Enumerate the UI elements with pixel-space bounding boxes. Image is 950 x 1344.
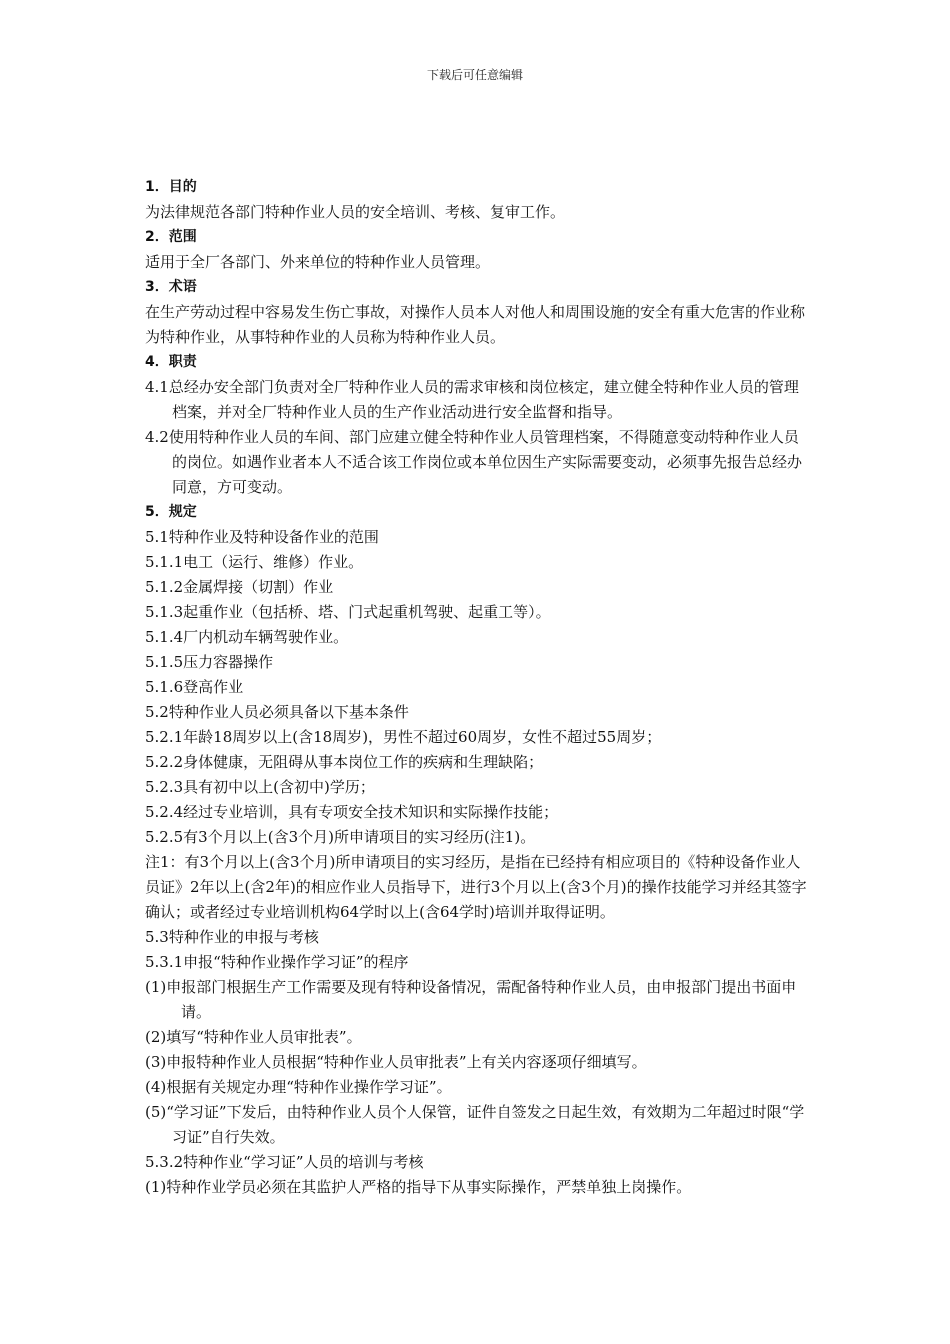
rule-5-1-3: 5.1.3起重作业（包括桥、塔、门式起重机驾驶、起重工等）。: [145, 603, 551, 621]
rule-5-1-2: 5.1.2金属焊接（切割）作业: [145, 578, 334, 596]
procedure-step-1: (1)申报部门根据生产工作需要及现有特种设备情况，需配备特种作业人员，由申报部门提出书面申请。: [145, 978, 797, 1021]
procedure-step-4: (4)根据有关规定办理“特种作业操作学习证”。: [145, 1078, 452, 1096]
document-body: [145, 175, 810, 1200]
rule-5-3-1: 5.3.1申报“特种作业操作学习证”的程序: [145, 953, 409, 971]
rule-5-2-1: 5.2.1年龄18周岁以上(含18周岁)，男性不超过60周岁，女性不超过55周岁；: [145, 728, 662, 746]
terms-text: 在生产劳动过程中容易发生伤亡事故，对操作人员本人对他人和周围设施的安全有重大危害的作业称为特种作业，从事特种作业的人员称为特种作业人员。: [145, 303, 806, 346]
section-heading-purpose: 1．目的: [145, 179, 197, 195]
rule-5-1-1: 5.1.1电工（运行、维修）作业。: [145, 553, 364, 571]
rule-5-1-5: 5.1.5压力容器操作: [145, 653, 274, 671]
rule-5-3: 5.3特种作业的申报与考核: [145, 928, 319, 946]
rule-5-2-3: 5.2.3具有初中以上(含初中)学历；: [145, 778, 375, 796]
header-note: 下载后可任意编辑: [426, 68, 523, 82]
rule-5-2-4: 5.2.4经过专业培训，具有专项安全技术知识和实际操作技能；: [145, 803, 559, 821]
purpose-text: 为法律规范各部门特种作业人员的安全培训、考核、复审工作。: [145, 203, 566, 221]
rule-5-2-5: 5.2.5有3个月以上(含3个月)所申请项目的实习经历(注1)。: [145, 828, 536, 846]
rule-5-2: 5.2特种作业人员必须具备以下基本条件: [145, 703, 409, 721]
procedure-step-5: (5)“学习证”下发后，由特种作业人员个人保管，证件自签发之日起生效，有效期为二年超过时限“学习证”自行失效。: [145, 1103, 805, 1146]
duty-4-1: 4.1总经办安全部门负责对全厂特种作业人员的需求审核和岗位核定，建立健全特种作业人员的管理档案，并对全厂特种作业人员的生产作业活动进行安全监督和指导。: [145, 378, 799, 421]
procedure-step-3: (3)申报特种作业人员根据“特种作业人员审批表”上有关内容逐项仔细填写。: [145, 1053, 647, 1071]
duty-4-2: 4.2使用特种作业人员的车间、部门应建立健全特种作业人员管理档案，不得随意变动特种作业人员的岗位。如遇作业者本人不适合该工作岗位或本单位因生产实际需要变动，必须事先报告总经办同意，方可变动。: [145, 428, 803, 496]
section-heading-duties: 4．职责: [145, 354, 197, 370]
rule-5-2-2: 5.2.2身体健康，无阻碍从事本岗位工作的疾病和生理缺陷；: [145, 753, 544, 771]
rule-5-1-4: 5.1.4厂内机动车辆驾驶作业。: [145, 628, 349, 646]
section-heading-terms: 3．术语: [145, 279, 197, 295]
rule-5-1-6: 5.1.6登高作业: [145, 678, 244, 696]
note-1: 注1：有3个月以上(含3个月)所申请项目的实习经历，是指在已经持有相应项目的《特种设备作业人员证》2年以上(含2年)的相应作业人员指导下，进行3个月以上(含3个月)的操作技能学习并经其签字确认；或者经过专业培训机构64学时以上(含64学时)培训并取得证明。: [145, 853, 807, 921]
training-step-1: (1)特种作业学员必须在其监护人严格的指导下从事实际操作，严禁单独上岗操作。: [145, 1178, 692, 1196]
rule-5-1: 5.1特种作业及特种设备作业的范围: [145, 528, 379, 546]
procedure-step-2: (2)填写“特种作业人员审批表”。: [145, 1028, 362, 1046]
section-heading-scope: 2．范围: [145, 229, 197, 245]
scope-text: 适用于全厂各部门、外来单位的特种作业人员管理。: [145, 253, 491, 271]
rule-5-3-2: 5.3.2特种作业“学习证”人员的培训与考核: [145, 1153, 424, 1171]
section-heading-rules: 5．规定: [145, 504, 197, 520]
